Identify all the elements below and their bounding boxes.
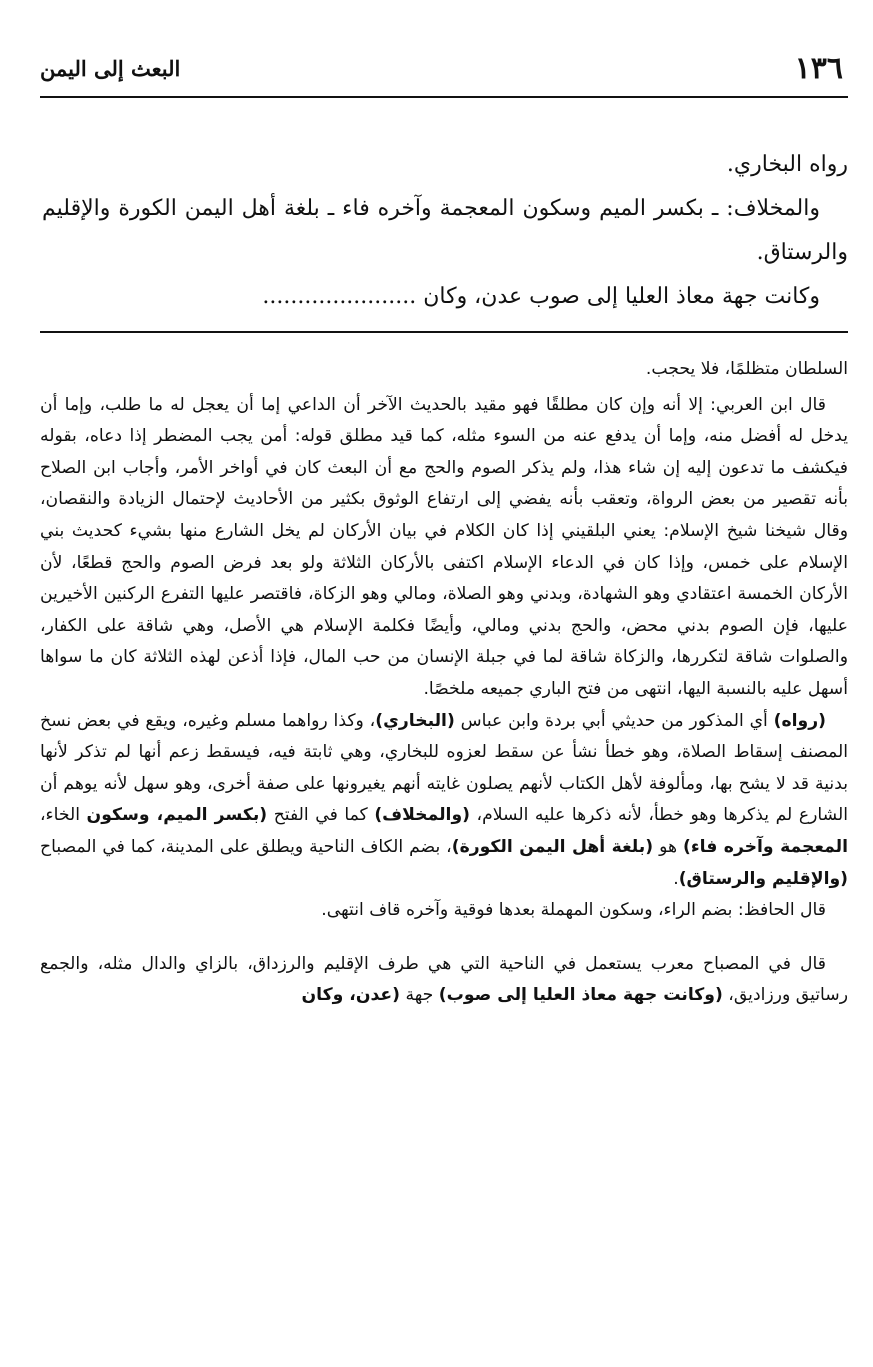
bold-segment: (بلغة أهل اليمن الكورة) bbox=[451, 836, 654, 857]
page-header bbox=[40, 50, 843, 90]
main-line-1: رواه البخاري. bbox=[726, 152, 848, 177]
text-segment: جهة bbox=[400, 985, 439, 1006]
main-paragraph-2: والمخلاف: ـ بكسر الميم وسكون المعجمة وآخره فاء ـ بلغة أهل اليمن الكورة والإقليم والرستاق. bbox=[42, 196, 848, 265]
text-segment: ، وكذا رواهما مسلم وغيره، ويقع في بعض نسخ المصنف إسقاط الصلاة، وهو خطأ نشأ عن سقط لعزوه للبخاري، وهي ثابتة فيه، فيسقط زعم أنها لم تذكر لأنها بدنية قد لا يشح بها، ومألوفة لأهل الكتاب لأنهم يصلون غايته أنهم يغيرونها على صفة أخرى، وهو سهل لأنه يوهم أن الشارع لم يذكرها وهو خطأ، لأنه ذكرها عليه السلام، bbox=[40, 710, 848, 826]
bold-segment: (والمخلاف) bbox=[374, 805, 470, 826]
commentary-paragraph-4: قال الحافظ: بضم الراء، وسكون المهملة بعدها فوقية وآخره قاف انتهى. bbox=[321, 900, 826, 921]
main-line-3: وكانت جهة معاذ العليا إلى صوب عدن، وكان ...................... bbox=[262, 284, 820, 309]
bold-segment: (بكسر الميم، وسكون bbox=[86, 805, 268, 826]
text-segment: . bbox=[673, 868, 679, 889]
commentary bbox=[40, 354, 848, 1012]
page-number: ١٣٦ bbox=[794, 51, 843, 86]
text-commentary-divider bbox=[40, 331, 848, 333]
text-segment: الخاء، bbox=[40, 805, 87, 826]
text-segment: كما في الفتح bbox=[267, 805, 375, 826]
commentary-paragraph-2: قال ابن العربي: إلا أنه وإن كان مطلقًا فهو مقيد بالحديث الآخر أن الداعي إما أن يعجل له ما طلب، وإما أن يدخل له أفضل منه، وإما أن يدفع عنه من السوء مثله، كما قيد مطلق قوله: أمن يجب المضطر إذا دعاه، بقوله فيكشف ما تدعون إليه إن شاء هذا، ولم يذكر الصوم والحج مع أن البعث كان في أواخر الأمر، وأجاب ابن الصلاح بأنه تقصير من بعض الرواة، وتعقب بأنه يفضي إلى ارتفاع الوثوق بكثير من الأحاديث لإحتمال الزيادة والنقصان، وقال شيخنا شيخ الإسلام: يعني البلقيني إذا كان الكلام في بيان الأركان لم يخل الشارع منها بشيء كحديث بني الإسلام على خمس، وإذا كان في الدعاء الإسلام اكتفى بالأركان الثلاثة ولو بعد فرض الصوم والحج قطعًا، لأن الأركان الخمسة اعتقادي وهو الشهادة، وبدني وهو الصلاة، ومالي وهو الزكاة، فاقتصر عليها التفرع الركنين الأخيرين عليها، فإن الصوم بدني محض، والحج بدني ومالي، وأيضًا فكلمة الإسلام هي الأصل، وهي شاقة على الكفار، والصلوات شاقة لتكررها، والزكاة شاقة لما في جبلة الإنسان من حب المال، فإذا أذعن لهذه الثلاثة كان ما سواها أسهل عليه بالنسبة اليها، انتهى من فتح الباري جميعه ملخصًا. bbox=[40, 394, 848, 699]
bold-segment: (وكانت جهة معاذ العليا إلى صوب) bbox=[438, 985, 723, 1006]
text-segment: أي المذكور من حديثي أبي بردة وابن عباس bbox=[454, 710, 774, 731]
text-segment: هو bbox=[653, 836, 683, 857]
running-title: البعث إلى اليمن bbox=[40, 56, 181, 81]
commentary-paragraph-5 bbox=[40, 949, 848, 1012]
bold-segment: (البخاري) bbox=[375, 710, 455, 731]
bold-segment: (والإقليم والرستاق) bbox=[678, 868, 848, 889]
commentary-paragraph-1: السلطان متظلمًا، فلا يحجب. bbox=[645, 359, 848, 379]
bold-segment: (عدن، وكان bbox=[301, 985, 401, 1006]
text-segment: قال في المصباح معرب يستعمل في الناحية التي هي طرف الإقليم والرزداق، بالزاي والدال مثله، والجمع رساتيق ورزاديق، bbox=[40, 953, 848, 1006]
header-rule bbox=[40, 96, 848, 98]
bold-segment: (رواه) bbox=[773, 710, 826, 731]
bold-segment: المعجمة وآخره فاء) bbox=[682, 836, 848, 857]
text-segment: ، بضم الكاف الناحية ويطلق على المدينة، كما في المصباح bbox=[40, 836, 452, 857]
commentary-paragraph-3 bbox=[40, 706, 848, 896]
main-text bbox=[42, 143, 848, 319]
